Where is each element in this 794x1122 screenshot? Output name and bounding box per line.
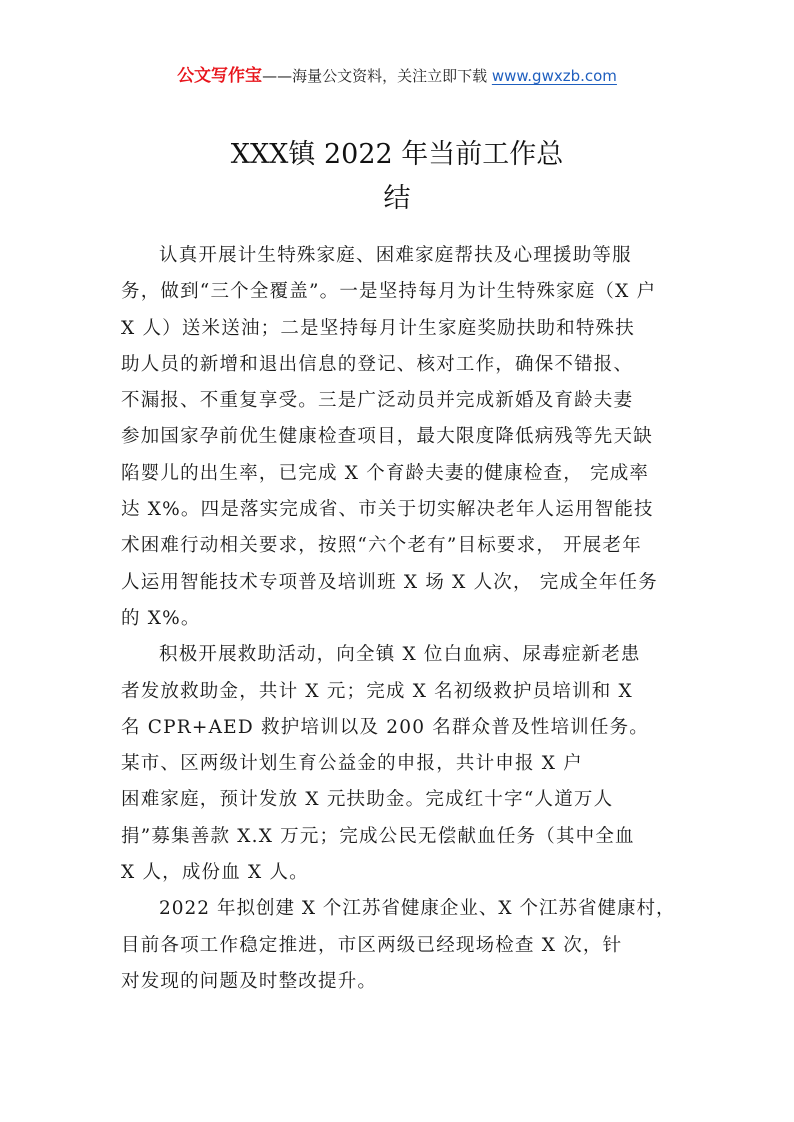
text-line: 陷婴儿的出生率，已完成 X 个育龄夫妻的健康检查， 完成率 xyxy=(121,462,650,484)
text-line: 人运用智能技术专项普及培训班 X 场 X 人次， 完成全年任务 xyxy=(121,571,658,593)
text-line: 术困难行动相关要求，按照“六个老有”目标要求， 开展老年 xyxy=(121,535,642,557)
text-line: 参加国家孕前优生健康检查项目，最大限度降低病残等先天缺 xyxy=(121,426,653,448)
document-title xyxy=(0,133,794,221)
brand-name: 公文写作宝 xyxy=(177,66,263,86)
text-line: 务，做到“三个全覆盖”。一是坚持每月为计生特殊家庭（X 户 xyxy=(121,281,657,303)
header-dash: —— xyxy=(262,67,293,85)
document-body xyxy=(121,238,681,1000)
text-line: 的 X%。 xyxy=(121,607,201,629)
text-line: 困难家庭，预计发放 X 元扶助金。完成红十字“人道万人 xyxy=(121,789,614,811)
text-line: 达 X%。四是落实完成省、市关于切实解决老年人运用智能技 xyxy=(121,499,654,521)
text-line: 目前各项工作稳定推进，市区两级已经现场检查 X 次，针 xyxy=(121,934,623,956)
text-line: 积极开展救助活动，向全镇 X 位白血病、尿毒症新老患 xyxy=(159,644,641,666)
text-line: 不漏报、不重复享受。三是广泛动员并完成新婚及育龄夫妻 xyxy=(121,390,634,412)
title-line-2: 结 xyxy=(383,183,411,214)
text-line: X 人，成份血 X 人。 xyxy=(121,862,309,884)
paragraph-health-initiatives xyxy=(121,891,681,1000)
text-line: 2022 年拟创建 X 个江苏省健康企业、X 个江苏省健康村， xyxy=(159,898,676,920)
text-line: 名 CPR+AED 救护培训以及 200 名群众普及性培训任务。 xyxy=(121,716,649,738)
text-line: 对发现的问题及时整改提升。 xyxy=(121,970,378,992)
text-line: 捐”募集善款 X.X 万元；完成公民无偿献血任务（其中全血 xyxy=(121,825,635,847)
text-line: 助人员的新增和退出信息的登记、核对工作，确保不错报、 xyxy=(121,353,634,375)
text-line: 者发放救助金，共计 X 元；完成 X 名初级救护员培训和 X xyxy=(121,680,633,702)
paragraph-relief-activities xyxy=(121,637,681,891)
paragraph-family-services xyxy=(121,238,681,637)
header-tagline: 海量公文资料，关注立即下载 xyxy=(292,67,488,85)
promo-header xyxy=(0,64,794,88)
text-line: 认真开展计生特殊家庭、困难家庭帮扶及心理援助等服 xyxy=(159,245,632,266)
site-link[interactable]: www.gwxzb.com xyxy=(491,67,617,85)
title-line-1: XXX镇 2022 年当前工作总 xyxy=(230,139,564,170)
text-line: 某市、区两级计划生育公益金的申报，共计申报 X 户 xyxy=(121,753,583,775)
text-line: X 人）送米送油；二是坚持每月计生家庭奖励扶助和特殊扶 xyxy=(121,317,635,339)
